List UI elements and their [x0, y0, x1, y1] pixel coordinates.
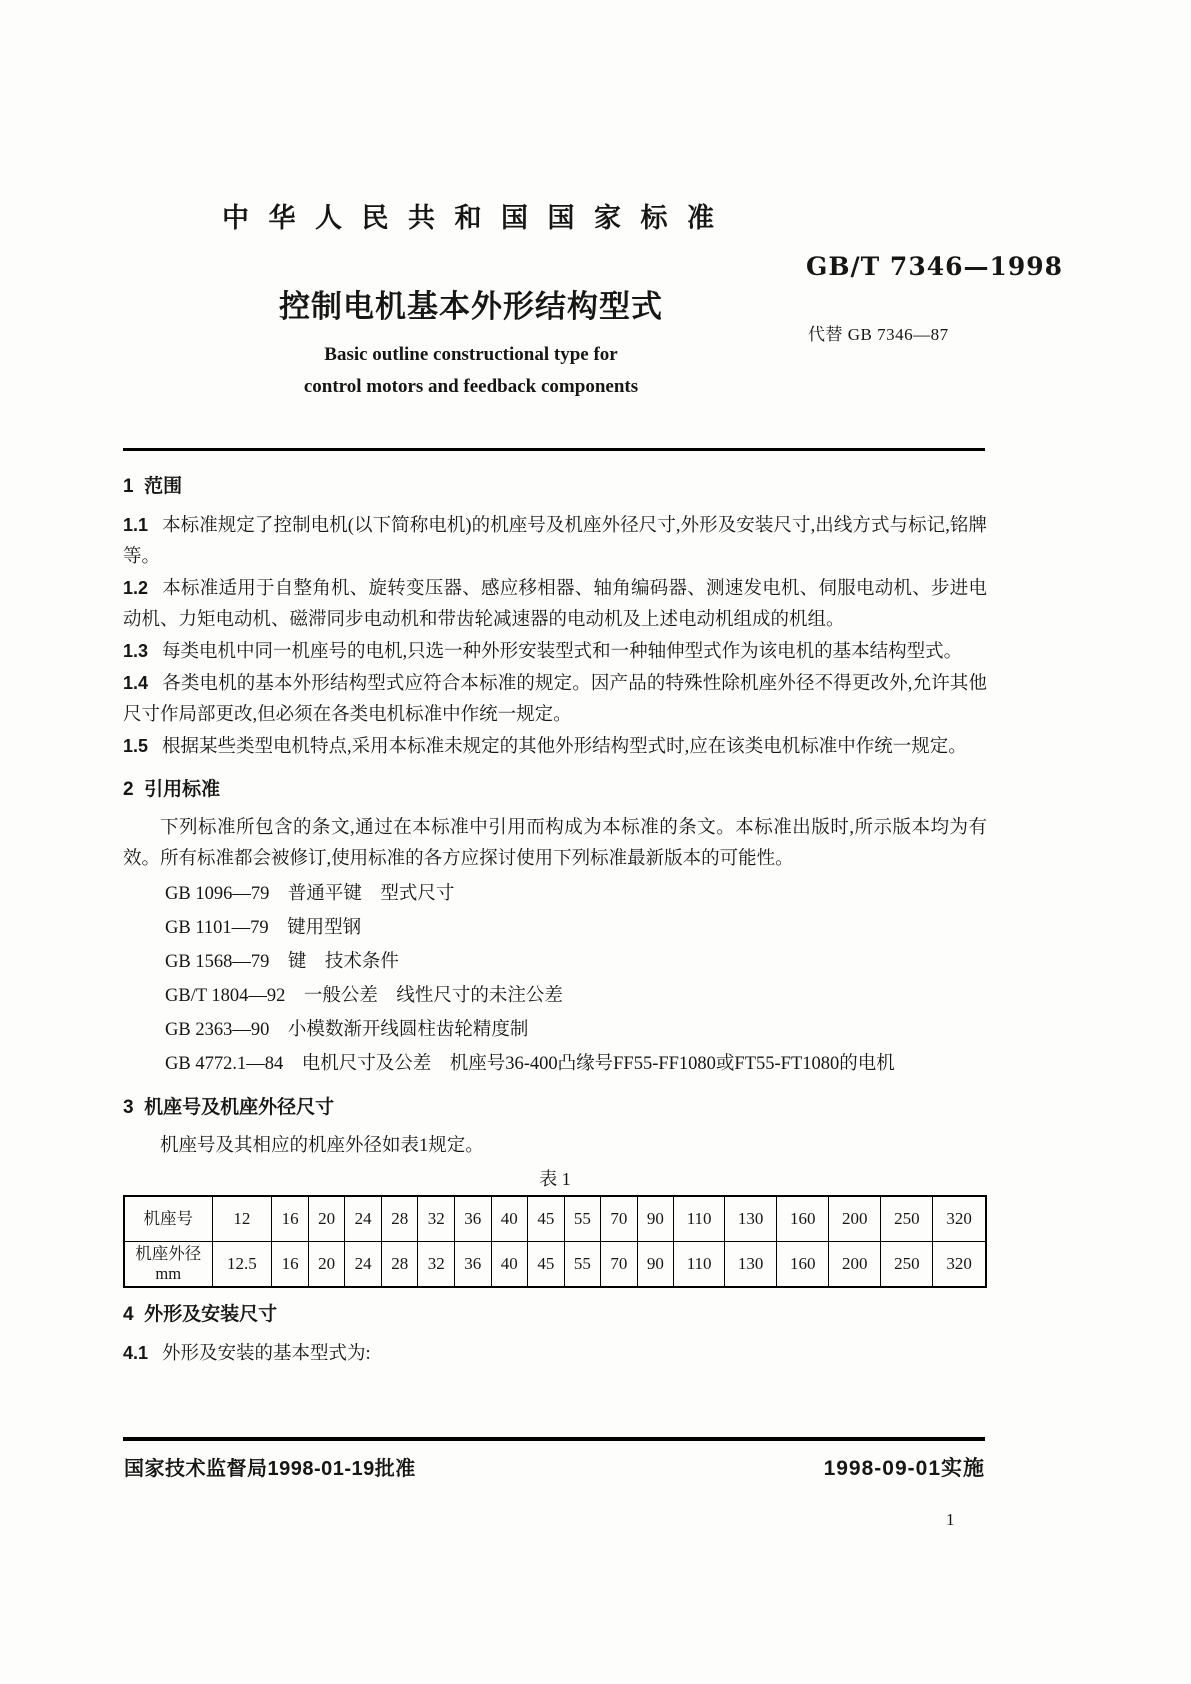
reference-line: GB 2363—90 小模数渐开线圆柱齿轮精度制 [165, 1020, 529, 1040]
document-title-en-line2: control motors and feedback components [303, 376, 639, 397]
approval-note: 国家技术监督局1998-01-19批准 [124, 1458, 416, 1480]
table-cell: 250 [881, 1241, 933, 1287]
clause-paragraph [123, 510, 987, 573]
clause-number: 4.1 [123, 1342, 149, 1363]
clause-number: 1.1 [123, 515, 149, 535]
section-4 [123, 1302, 987, 1370]
table-cell: 45 [528, 1196, 565, 1241]
table-cell: 70 [601, 1241, 638, 1287]
row-label-frame-number: 机座号 [124, 1196, 212, 1241]
section-3-heading: 3 机座号及机座外径尺寸 [123, 1097, 335, 1118]
section-3-intro: 机座号及其相应的机座外径如表1规定。 [160, 1136, 484, 1156]
row-label-text: 机座外径 [135, 1243, 202, 1263]
reference-line: GB 1568—79 键 技术条件 [165, 952, 399, 972]
page-number: 1 [946, 1510, 955, 1529]
row-label-frame-diameter [124, 1241, 212, 1287]
standard-code: GB/T 7346—1998 [806, 252, 1064, 281]
table-cell: 40 [491, 1196, 528, 1241]
table-cell: 45 [528, 1241, 565, 1287]
table-cell: 20 [308, 1241, 345, 1287]
table-cell: 24 [345, 1196, 382, 1241]
document-title-en-line1: Basic outline constructional type for [324, 344, 618, 365]
reference-line: GB 1096—79 普通平键 型式尺寸 [165, 884, 455, 904]
table-cell: 90 [637, 1196, 674, 1241]
clause-text: 每类电机中同一机座号的电机,只选一种外形安装型式和一种轴伸型式作为该电机的基本结构型式。 [162, 642, 963, 662]
document-body [123, 474, 987, 1370]
clause-text: 根据某些类型电机特点,采用本标准未规定的其他外形结构型式时,应在该类电机标准中作统一规定。 [162, 737, 967, 757]
table-cell: 24 [345, 1241, 382, 1287]
clause-number: 1.4 [123, 673, 149, 693]
clause-paragraph [123, 668, 987, 731]
reference-line: GB 4772.1—84 电机尺寸及公差 机座号36-400凸缘号FF55-FF1080或FT55-FT1080的电机 [165, 1054, 895, 1074]
clause-paragraph [123, 573, 987, 636]
table-cell: 12.5 [212, 1241, 272, 1287]
table-cell: 70 [601, 1196, 638, 1241]
table-cell: 28 [381, 1241, 418, 1287]
table-cell: 200 [829, 1196, 881, 1241]
footer-divider [123, 1437, 985, 1441]
table-cell: 12 [212, 1196, 272, 1241]
header-divider [123, 448, 985, 451]
reference-line: GB 1101—79 键用型钢 [165, 918, 362, 938]
frame-size-table [123, 1195, 987, 1288]
table-cell: 36 [454, 1241, 491, 1287]
implementation-note: 1998-09-01实施 [823, 1457, 985, 1480]
table-cell: 16 [272, 1196, 309, 1241]
table-cell: 130 [725, 1196, 777, 1241]
national-standard-label: 中 华 人 民 共 和 国 国 家 标 准 [221, 203, 720, 233]
clause-paragraph [123, 636, 987, 668]
table-cell: 36 [454, 1196, 491, 1241]
document-title-cn: 控制电机基本外形结构型式 [279, 289, 663, 324]
table-cell: 160 [777, 1241, 829, 1287]
table-cell: 40 [491, 1241, 528, 1287]
table-cell: 32 [418, 1241, 455, 1287]
clause-number: 1.5 [123, 736, 149, 756]
clause-number: 1.2 [123, 578, 149, 598]
table-cell: 16 [272, 1241, 309, 1287]
table-cell: 320 [933, 1241, 986, 1287]
table-cell: 20 [308, 1196, 345, 1241]
table-cell: 110 [674, 1241, 725, 1287]
section-2-intro: 下列标准所包含的条文,通过在本标准中引用而构成为本标准的条文。本标准出版时,所示版本均为有效。所有标准都会被修订,使用标准的各方应探讨使用下列标准最新版本的可能性。 [123, 818, 987, 869]
clause-paragraph [123, 731, 987, 763]
replaces-note: 代替 GB 7346—87 [808, 325, 949, 344]
clause-number: 1.3 [123, 641, 149, 661]
row-label-unit: mm [155, 1263, 182, 1283]
reference-list [123, 877, 987, 1081]
clause-text: 本标准规定了控制电机(以下简称电机)的机座号及机座外径尺寸,外形及安装尺寸,出线方式与标记,铭牌等。 [123, 516, 987, 567]
section-4-heading: 4 外形及安装尺寸 [123, 1303, 278, 1325]
table-cell: 90 [637, 1241, 674, 1287]
section-1-clauses [123, 510, 987, 763]
clause-text: 本标准适用于自整角机、旋转变压器、感应移相器、轴角编码器、测速发电机、伺服电动机、步进电动机、力矩电动机、磁滞同步电动机和带齿轮减速器的电动机及上述电动机组成的机组。 [123, 579, 987, 630]
table-cell: 55 [564, 1196, 601, 1241]
table-cell: 130 [725, 1241, 777, 1287]
table-cell: 200 [829, 1241, 881, 1287]
table-row-frame-number [124, 1196, 986, 1241]
reference-line: GB/T 1804—92 一般公差 线性尺寸的未注公差 [165, 986, 563, 1006]
table-cell: 250 [881, 1196, 933, 1241]
table-cell: 28 [381, 1196, 418, 1241]
section-1-heading: 1 范围 [123, 476, 183, 497]
section-2-heading: 2 引用标准 [123, 779, 221, 800]
table-cell: 320 [933, 1196, 986, 1241]
clause-text: 外形及安装的基本型式为: [162, 1343, 371, 1364]
table-cell: 55 [564, 1241, 601, 1287]
table-row-frame-diameter [124, 1241, 986, 1287]
table-cell: 110 [674, 1196, 725, 1241]
clause-text: 各类电机的基本外形结构型式应符合本标准的规定。因产品的特殊性除机座外径不得更改外,允许其他尺寸作局部更改,但必须在各类电机标准中作统一规定。 [123, 674, 987, 725]
table-cell: 32 [418, 1196, 455, 1241]
table-cell: 160 [777, 1196, 829, 1241]
table-1-caption: 表 1 [539, 1169, 571, 1189]
section-4-clauses [123, 1338, 987, 1370]
clause-paragraph [123, 1338, 987, 1370]
